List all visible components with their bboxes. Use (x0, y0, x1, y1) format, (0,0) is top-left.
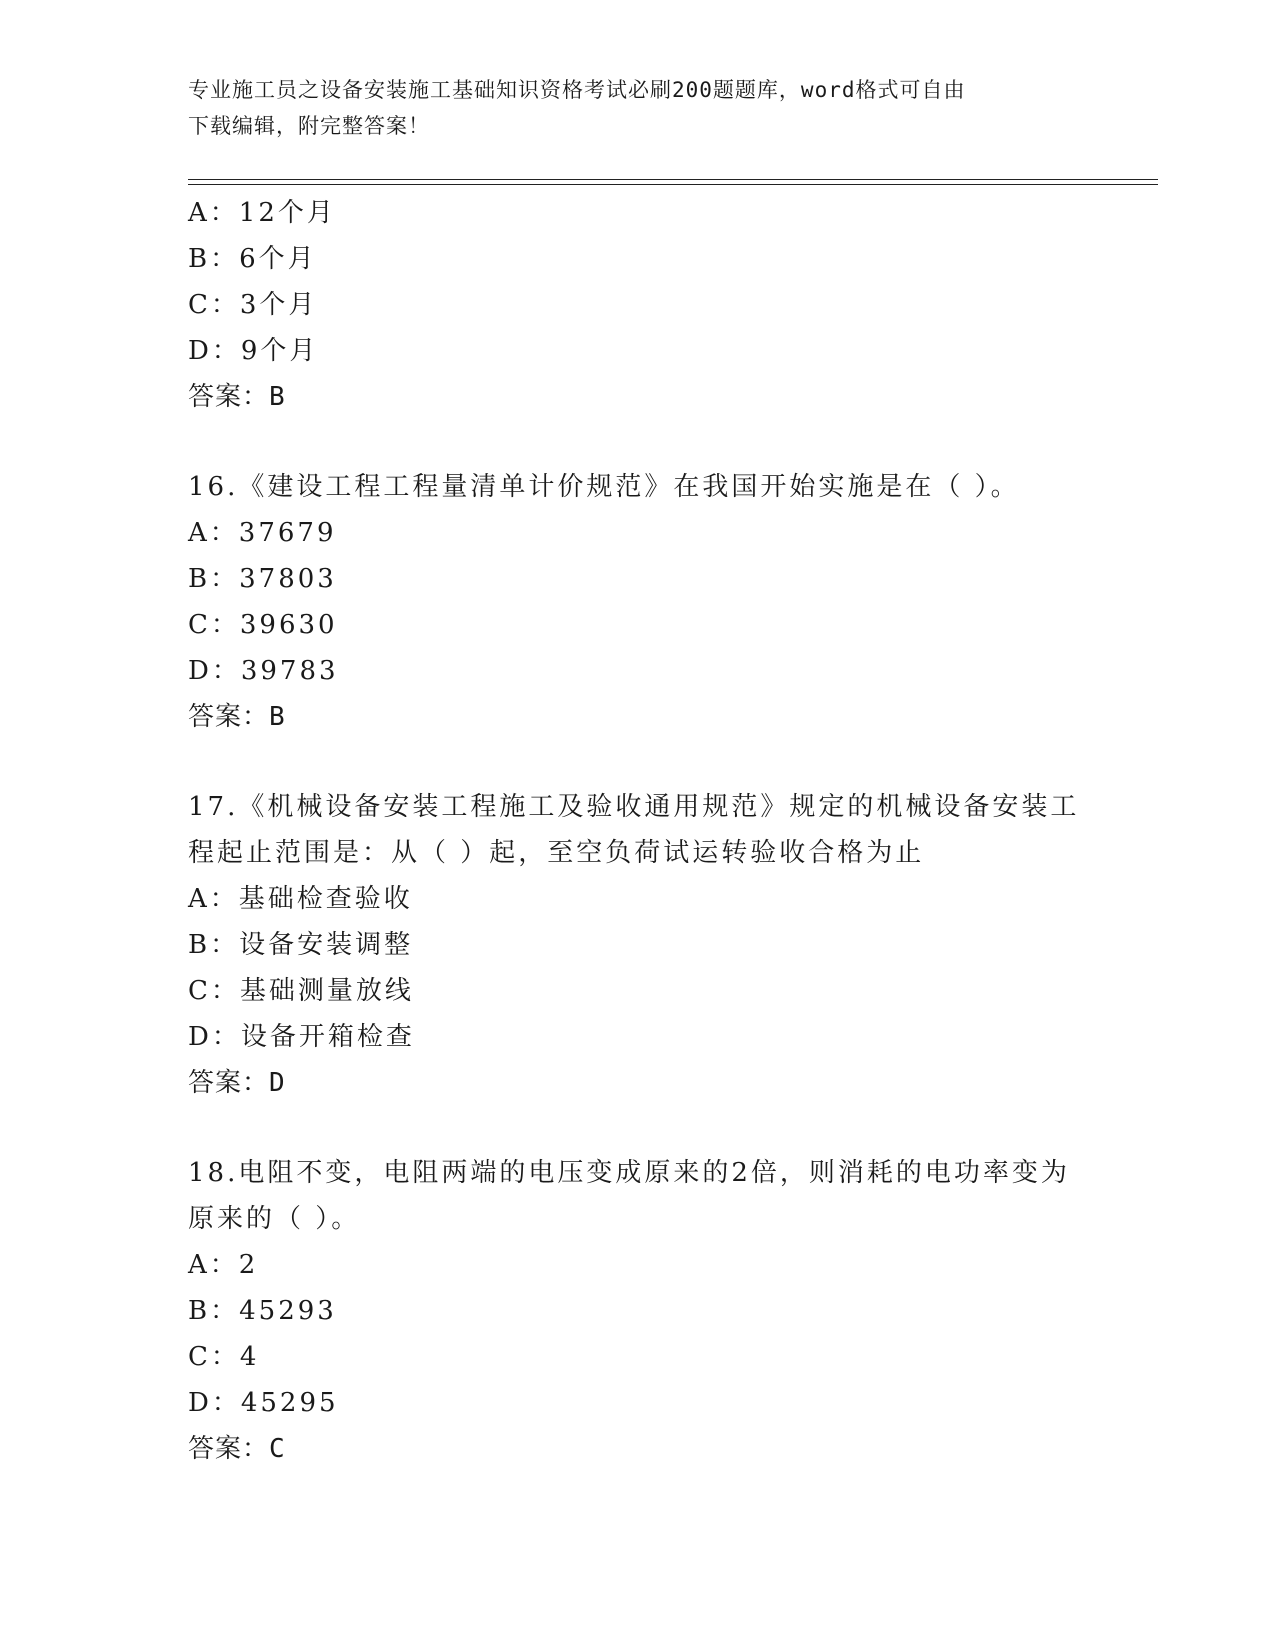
spacer (188, 420, 1108, 464)
question-text-line-1: 17.《机械设备安装工程施工及验收通用规范》规定的机械设备安装工 (188, 792, 1080, 822)
option-b: B：45293 (188, 1296, 337, 1326)
option-a: A：12个月 (188, 198, 336, 228)
document-header (188, 72, 1068, 144)
option-a: A：2 (188, 1250, 259, 1280)
option-c: C：基础测量放线 (188, 976, 414, 1006)
answer: 答案：D (188, 1068, 286, 1098)
question-list (188, 190, 1108, 1472)
option-c: C：4 (188, 1342, 260, 1372)
question-18 (188, 1150, 1108, 1472)
question-17 (188, 784, 1108, 1106)
question-15 (188, 190, 1108, 420)
option-d: D：45295 (188, 1388, 339, 1418)
option-b: B：37803 (188, 564, 337, 594)
question-text-line-2: 程起止范围是：从（ ）起，至空负荷试运转验收合格为止 (188, 838, 925, 868)
question-16 (188, 464, 1108, 740)
answer: 答案：B (188, 382, 286, 412)
question-text: 16.《建设工程工程量清单计价规范》在我国开始实施是在（ ）。 (188, 472, 1020, 502)
answer: 答案：B (188, 702, 286, 732)
option-b: B：6个月 (188, 244, 317, 274)
spacer (188, 1106, 1108, 1150)
option-b: B：设备安装调整 (188, 930, 414, 960)
answer: 答案：C (188, 1434, 286, 1464)
header-line-2: 下载编辑，附完整答案！ (188, 114, 430, 138)
option-c: C：3个月 (188, 290, 318, 320)
option-d: D：9个月 (188, 336, 319, 366)
header-line-1: 专业施工员之设备安装施工基础知识资格考试必刷200题题库，word格式可自由 (188, 78, 966, 102)
question-text-line-2: 原来的（ ）。 (188, 1204, 361, 1234)
option-c: C：39630 (188, 610, 338, 640)
spacer (188, 740, 1108, 784)
option-a: A：基础检查验收 (188, 884, 413, 914)
option-d: D：设备开箱检查 (188, 1022, 415, 1052)
header-divider-top (188, 179, 1158, 180)
header-divider-bottom (188, 184, 1158, 185)
question-text-line-1: 18.电阻不变，电阻两端的电压变成原来的2倍，则消耗的电功率变为 (188, 1158, 1070, 1188)
option-a: A：37679 (188, 518, 337, 548)
option-d: D：39783 (188, 656, 339, 686)
